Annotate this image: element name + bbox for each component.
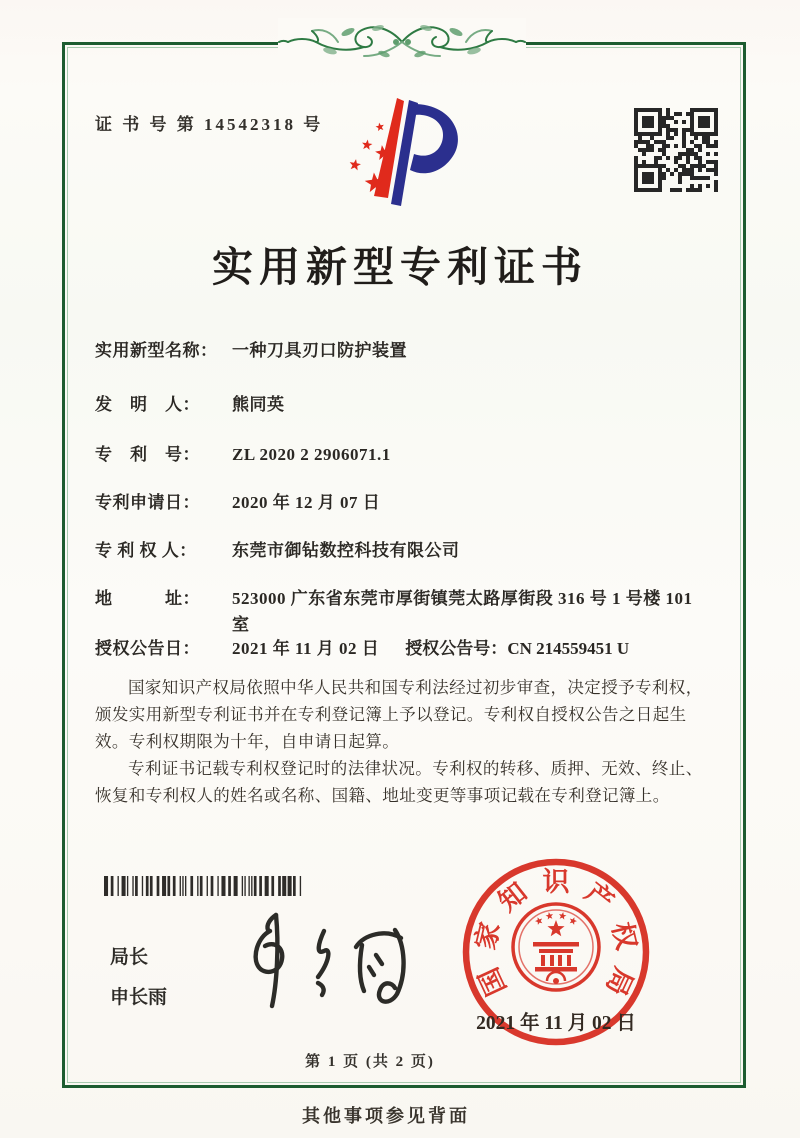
qr-code-icon: [634, 108, 718, 192]
field-value: 2020 年 12 月 07 日: [232, 493, 381, 512]
field-label: 专利申请日：: [95, 493, 200, 512]
top-border-ornament-icon: [278, 18, 526, 66]
field-label: 授权公告日：: [95, 639, 200, 658]
svg-text:知: 知: [492, 876, 533, 918]
signer-role: 局长: [110, 947, 149, 968]
legal-paragraph-2: 专利证书记载专利权登记时的法律状况。专利权的转移、质押、无效、终止、恢复和专利权人的姓名或名称、国籍、地址变更等事项记载在专利登记簿上。: [95, 759, 703, 805]
field-value: 一种刀具刃口防护装置: [232, 341, 407, 360]
field-value: 2021 年 11 月 02 日: [232, 639, 380, 658]
barcode-icon: [104, 876, 306, 896]
field-row-filing-date: [95, 490, 380, 516]
field-value: CN 214559451 U: [507, 639, 630, 658]
svg-text:权: 权: [606, 919, 642, 953]
field-label: 发 明 人：: [95, 395, 200, 414]
certificate-title: 实用新型专利证书: [212, 244, 588, 290]
field-row-patent-number: [95, 442, 391, 468]
legal-paragraph-1: 国家知识产权局依照中华人民共和国专利法经过初步审查，决定授予专利权，颁发实用新型专利证书并在专利登记簿上予以登记。专利权自授权公告之日起生效。专利权期限为十年，自申请日起算。: [95, 678, 703, 751]
signer-name: 申长雨: [110, 987, 168, 1008]
grant-number-pair: [405, 636, 629, 662]
field-label: 授权公告号：: [405, 639, 508, 658]
director-signature-icon: [218, 903, 430, 1021]
svg-text:产: 产: [579, 876, 620, 918]
signer-block: [110, 938, 167, 1018]
svg-text:家: 家: [470, 919, 506, 953]
field-row-patentee: [95, 538, 460, 564]
field-value: 东莞市御钻数控科技有限公司: [232, 541, 460, 560]
field-row-invention-name: [95, 338, 407, 364]
legal-text-block: [95, 674, 717, 809]
field-label: 地 址：: [95, 589, 200, 608]
field-label: 专 利 号：: [95, 445, 200, 464]
field-value: ZL 2020 2 2906071.1: [232, 445, 391, 464]
seal-date: 2021 年 11 月 02 日: [476, 1013, 636, 1034]
field-row-grant-date-number: [95, 636, 629, 662]
field-row-inventor: [95, 392, 285, 418]
field-row-address: [95, 586, 704, 637]
svg-text:识: 识: [542, 867, 570, 897]
svg-text:国: 国: [473, 963, 512, 1001]
cnipa-seal-icon: [456, 850, 656, 1050]
field-value: 熊同英: [232, 395, 285, 414]
reverse-side-note: 其他事项参见背面: [302, 1106, 470, 1126]
certificate-number: 证 书 号 第 14542318 号: [95, 115, 324, 134]
svg-text:局: 局: [600, 963, 639, 1001]
field-label: 专 利 权 人：: [95, 541, 197, 560]
field-label: 实用新型名称：: [95, 341, 218, 360]
cnipa-logo-icon: [338, 96, 470, 210]
field-value: 523000 广东省东莞市厚街镇莞太路厚街段 316 号 1 号楼 101 室: [232, 589, 693, 634]
page-number: 第 1 页 (共 2 页): [305, 1054, 435, 1070]
